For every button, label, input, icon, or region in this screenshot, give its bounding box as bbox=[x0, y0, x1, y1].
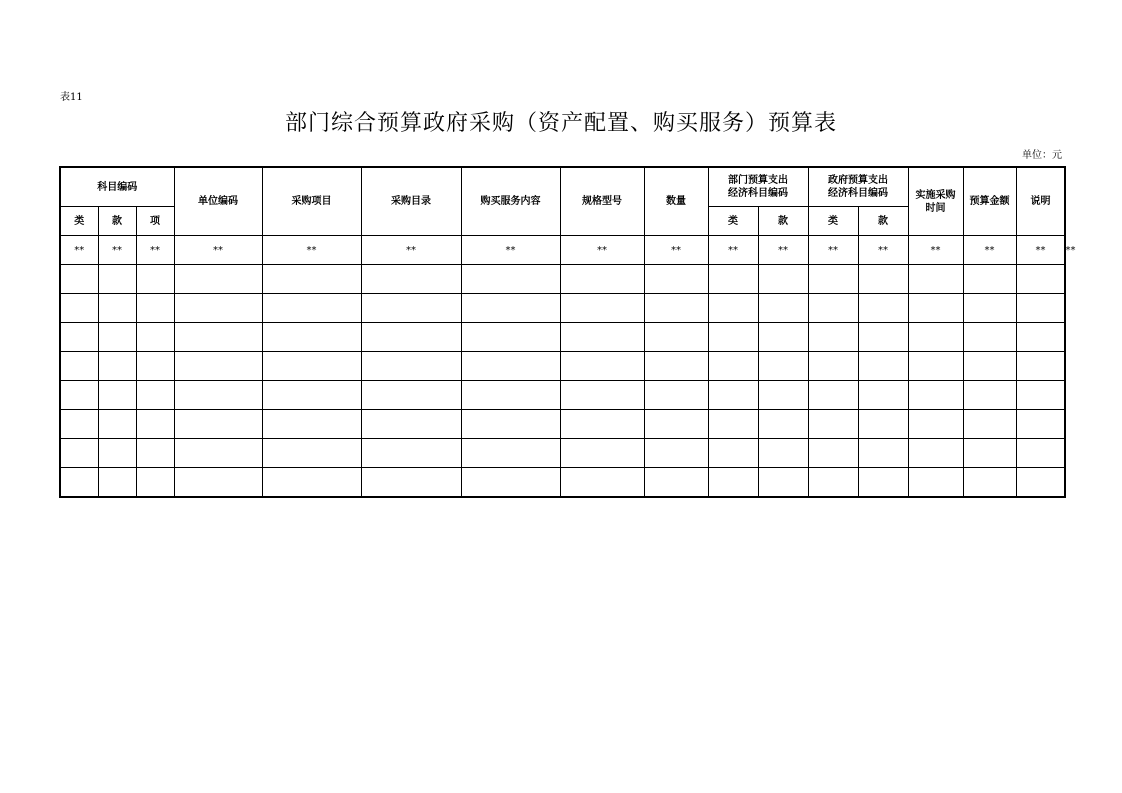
quantity-header: 数量 bbox=[644, 167, 708, 236]
table-cell bbox=[963, 439, 1016, 468]
table-cell bbox=[174, 410, 262, 439]
table-cell bbox=[963, 265, 1016, 294]
table-cell bbox=[136, 352, 174, 381]
gov-econ-kuan-header: 款 bbox=[858, 207, 908, 236]
spec-model-header: 规格型号 bbox=[560, 167, 644, 236]
dept-econ-kuan-header: 款 bbox=[758, 207, 808, 236]
table-cell bbox=[808, 468, 858, 498]
table-cell bbox=[758, 352, 808, 381]
subject-code-header: 科目编码 bbox=[60, 167, 174, 207]
table-cell bbox=[174, 323, 262, 352]
placeholder-cell: ** bbox=[60, 236, 98, 265]
table-cell bbox=[560, 265, 644, 294]
table-cell bbox=[60, 410, 98, 439]
table-cell bbox=[1016, 381, 1065, 410]
table-cell bbox=[708, 468, 758, 498]
table-cell bbox=[361, 439, 461, 468]
table-cell bbox=[60, 323, 98, 352]
table-cell bbox=[808, 265, 858, 294]
table-cell bbox=[758, 381, 808, 410]
table-cell bbox=[262, 410, 361, 439]
gov-econ-code-line1: 政府预算支出 bbox=[828, 175, 889, 186]
table-cell bbox=[461, 381, 560, 410]
table-cell bbox=[758, 439, 808, 468]
table-cell bbox=[361, 468, 461, 498]
table-cell bbox=[461, 294, 560, 323]
table-cell bbox=[963, 323, 1016, 352]
subject-xiang-header: 项 bbox=[136, 207, 174, 236]
impl-time-line2: 时间 bbox=[925, 202, 946, 214]
table-cell bbox=[963, 352, 1016, 381]
budget-table bbox=[59, 166, 1076, 498]
table-cell bbox=[708, 410, 758, 439]
gov-econ-lei-header: 类 bbox=[808, 207, 858, 236]
table-cell bbox=[644, 381, 708, 410]
table-cell bbox=[136, 410, 174, 439]
table-cell bbox=[560, 439, 644, 468]
table-cell bbox=[708, 381, 758, 410]
placeholder-cell: ** bbox=[858, 236, 908, 265]
table-cell bbox=[644, 410, 708, 439]
table-cell bbox=[560, 323, 644, 352]
table-cell bbox=[174, 294, 262, 323]
table-cell bbox=[262, 468, 361, 498]
table-cell bbox=[758, 294, 808, 323]
purchase-item-header: 采购项目 bbox=[262, 167, 361, 236]
table-cell bbox=[60, 468, 98, 498]
table-cell bbox=[98, 265, 136, 294]
remarks-header: 说明 bbox=[1016, 167, 1065, 236]
table-cell bbox=[361, 294, 461, 323]
placeholder-cell: ** bbox=[262, 236, 361, 265]
table-cell bbox=[858, 381, 908, 410]
table-cell bbox=[908, 468, 963, 498]
dept-econ-code-line1: 部门预算支出 bbox=[728, 175, 789, 186]
placeholder-cell: ** bbox=[98, 236, 136, 265]
table-cell bbox=[461, 323, 560, 352]
placeholder-cell: ** bbox=[560, 236, 644, 265]
table-cell bbox=[174, 439, 262, 468]
table-cell bbox=[560, 410, 644, 439]
table-cell bbox=[560, 352, 644, 381]
table-cell bbox=[908, 381, 963, 410]
table-cell bbox=[644, 468, 708, 498]
table-row bbox=[60, 352, 1065, 381]
table-cell bbox=[60, 439, 98, 468]
table-cell bbox=[963, 410, 1016, 439]
placeholder-cell: ** bbox=[136, 236, 174, 265]
table-cell bbox=[708, 265, 758, 294]
subject-lei-header: 类 bbox=[60, 207, 98, 236]
table-cell bbox=[858, 439, 908, 468]
table-cell bbox=[98, 410, 136, 439]
placeholder-cell: ** bbox=[758, 236, 808, 265]
table-cell bbox=[98, 294, 136, 323]
table-cell bbox=[136, 294, 174, 323]
table-cell bbox=[262, 352, 361, 381]
table-cell bbox=[908, 410, 963, 439]
table-row bbox=[60, 468, 1065, 498]
table-cell bbox=[858, 323, 908, 352]
table-cell bbox=[98, 468, 136, 498]
table-cell bbox=[60, 294, 98, 323]
table-cell bbox=[963, 294, 1016, 323]
placeholder-cell: ** bbox=[708, 236, 758, 265]
table-row bbox=[60, 323, 1065, 352]
table-row bbox=[60, 294, 1065, 323]
table-cell bbox=[361, 323, 461, 352]
table-cell bbox=[361, 352, 461, 381]
table-cell bbox=[644, 294, 708, 323]
table-cell bbox=[1016, 265, 1065, 294]
table-number: 表11 bbox=[60, 92, 83, 103]
table-cell bbox=[858, 294, 908, 323]
table-row bbox=[60, 439, 1065, 468]
table-cell bbox=[262, 323, 361, 352]
dept-econ-lei-header: 类 bbox=[708, 207, 758, 236]
table-cell bbox=[560, 468, 644, 498]
table-cell bbox=[60, 381, 98, 410]
table-cell bbox=[136, 468, 174, 498]
table-cell bbox=[136, 381, 174, 410]
table-cell bbox=[361, 410, 461, 439]
table-cell bbox=[908, 439, 963, 468]
impl-time-header bbox=[908, 167, 963, 236]
table-cell bbox=[461, 352, 560, 381]
table-cell bbox=[808, 381, 858, 410]
table-cell bbox=[708, 294, 758, 323]
table-row bbox=[60, 381, 1065, 410]
table-cell bbox=[262, 294, 361, 323]
table-cell bbox=[361, 265, 461, 294]
table-row bbox=[60, 265, 1065, 294]
placeholder-cell: ** bbox=[174, 236, 262, 265]
table-row bbox=[60, 410, 1065, 439]
table-cell bbox=[808, 352, 858, 381]
dept-econ-code-header bbox=[708, 167, 808, 207]
table-cell bbox=[174, 265, 262, 294]
table-cell bbox=[708, 323, 758, 352]
table-cell bbox=[758, 410, 808, 439]
dept-econ-code-line2: 经济科目编码 bbox=[728, 188, 789, 199]
placeholder-cell: ** bbox=[808, 236, 858, 265]
page-title: 部门综合预算政府采购（资产配置、购买服务）预算表 bbox=[284, 111, 837, 136]
table-cell bbox=[858, 468, 908, 498]
table-cell bbox=[963, 468, 1016, 498]
header-row-1 bbox=[60, 167, 1065, 207]
gov-econ-code-header bbox=[808, 167, 908, 207]
table-cell bbox=[644, 352, 708, 381]
table-cell bbox=[908, 265, 963, 294]
table-cell bbox=[98, 323, 136, 352]
table-cell bbox=[560, 381, 644, 410]
table-cell bbox=[461, 410, 560, 439]
table-cell bbox=[1016, 468, 1065, 498]
table-cell bbox=[708, 352, 758, 381]
table-cell bbox=[98, 352, 136, 381]
table-cell bbox=[1016, 352, 1065, 381]
impl-time-line1: 实施采购 bbox=[915, 189, 956, 201]
subject-kuan-header: 款 bbox=[98, 207, 136, 236]
table-cell bbox=[174, 468, 262, 498]
table-cell bbox=[174, 352, 262, 381]
placeholder-cell: ** bbox=[461, 236, 560, 265]
table-cell bbox=[98, 439, 136, 468]
table-cell bbox=[808, 439, 858, 468]
table-cell bbox=[758, 468, 808, 498]
placeholder-cell: ** bbox=[908, 236, 963, 265]
table-cell bbox=[461, 265, 560, 294]
table-cell bbox=[98, 381, 136, 410]
placeholder-cell: ** bbox=[361, 236, 461, 265]
table-cell bbox=[858, 410, 908, 439]
table-cell bbox=[1016, 323, 1065, 352]
table-cell bbox=[262, 381, 361, 410]
table-cell bbox=[136, 323, 174, 352]
table-cell bbox=[908, 352, 963, 381]
table-cell bbox=[560, 294, 644, 323]
table-cell bbox=[461, 468, 560, 498]
table-cell bbox=[644, 439, 708, 468]
table-cell bbox=[708, 439, 758, 468]
table-cell bbox=[758, 265, 808, 294]
table-cell bbox=[262, 439, 361, 468]
table-cell bbox=[262, 265, 361, 294]
placeholder-cell: ** bbox=[644, 236, 708, 265]
table-cell bbox=[1016, 410, 1065, 439]
unit-code-header: 单位编码 bbox=[174, 167, 262, 236]
table-cell bbox=[808, 294, 858, 323]
table-cell bbox=[174, 381, 262, 410]
gov-econ-code-line2: 经济科目编码 bbox=[828, 188, 889, 199]
table-cell bbox=[808, 410, 858, 439]
service-content-header: 购买服务内容 bbox=[461, 167, 560, 236]
table-cell bbox=[858, 352, 908, 381]
table-cell bbox=[136, 265, 174, 294]
table-cell bbox=[858, 265, 908, 294]
table-cell bbox=[1016, 439, 1065, 468]
budget-amount-header: 预算金额 bbox=[963, 167, 1016, 236]
table-cell bbox=[1016, 294, 1065, 323]
table-cell bbox=[908, 323, 963, 352]
placeholder-cell: ** bbox=[1016, 236, 1065, 265]
table-cell bbox=[60, 352, 98, 381]
placeholder-cell: ** bbox=[963, 236, 1016, 265]
table-cell bbox=[758, 323, 808, 352]
table-cell bbox=[808, 323, 858, 352]
table-cell bbox=[963, 381, 1016, 410]
purchase-catalog-header: 采购目录 bbox=[361, 167, 461, 236]
table-cell bbox=[361, 381, 461, 410]
table-cell bbox=[60, 265, 98, 294]
table-cell bbox=[644, 323, 708, 352]
unit-label: 单位：元 bbox=[1022, 150, 1062, 161]
table-cell bbox=[644, 265, 708, 294]
table-cell bbox=[908, 294, 963, 323]
table-cell bbox=[461, 439, 560, 468]
placeholder-row: ** ** ** ** ** ** ** ** ** ** ** ** ** ** ** ** ** bbox=[60, 236, 1065, 265]
table-cell bbox=[136, 439, 174, 468]
